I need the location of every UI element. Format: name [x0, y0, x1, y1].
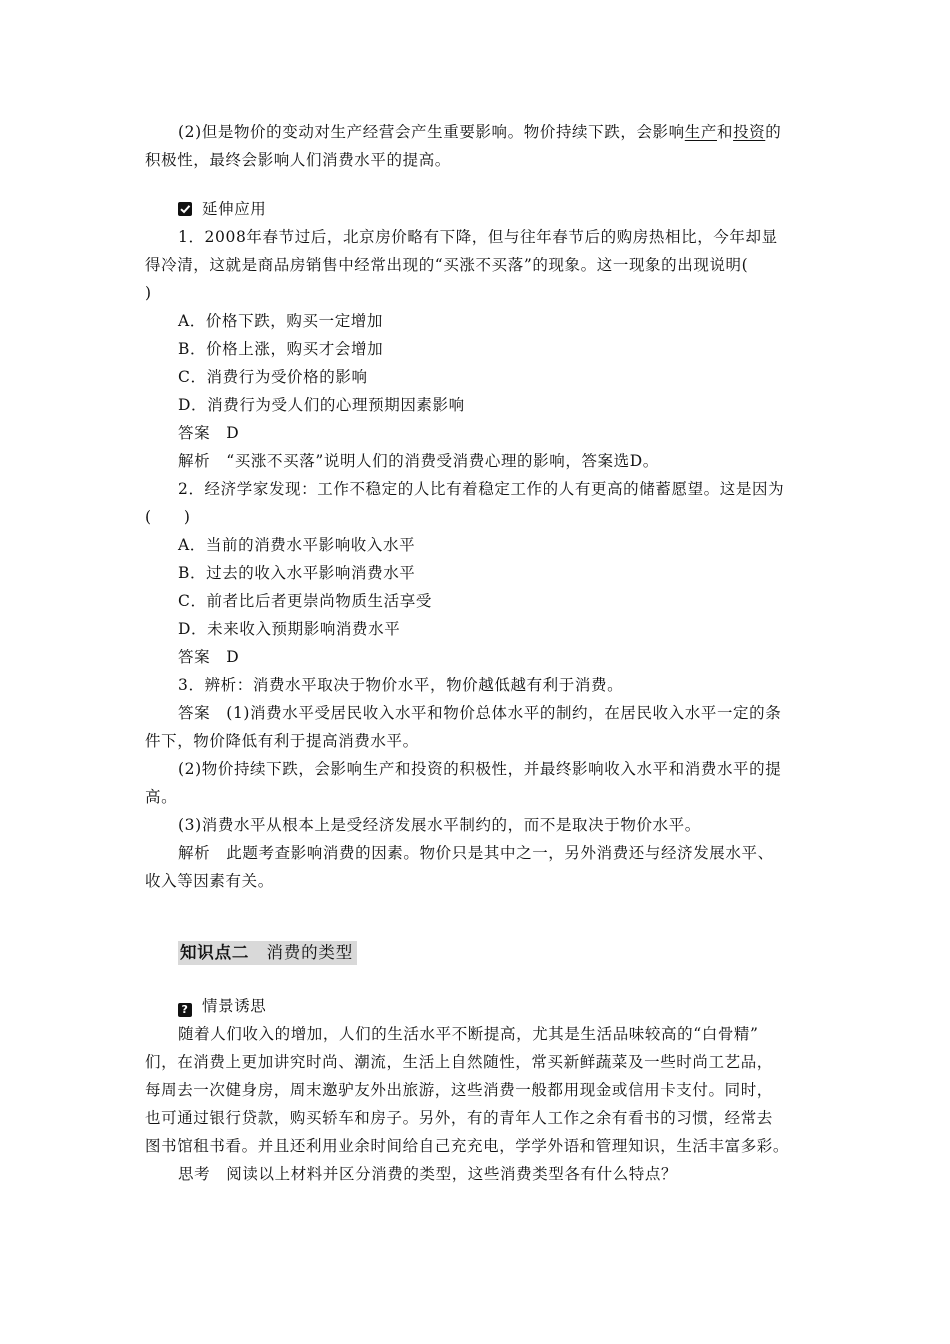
q1-line-1: 1．2008年春节过后，北京房价略有下降，但与往年春节后的购房热相比，今年却显 [178, 228, 778, 246]
intro-paragraph-line-1 [178, 122, 781, 142]
q1-explanation: 解析 “买涨不买落”说明人们的消费受消费心理的影响，答案选D。 [178, 452, 659, 470]
q3-answer-line-5: (3)消费水平从根本上是受经济发展水平制约的，而不是取决于物价水平。 [178, 816, 701, 834]
q2-option-b: B．过去的收入水平影响消费水平 [178, 564, 416, 582]
scene-line-1: 随着人们收入的增加，人们的生活水平不断提高，尤其是生活品味较高的“白骨精” [178, 1025, 759, 1043]
scene-line-5: 图书馆租书看。并且还利用业余时间给自己充充电，学学外语和管理知识，生活丰富多彩。 [145, 1137, 790, 1155]
scene-line-2: 们，在消费上更加讲究时尚、潮流，生活上自然随性，常买新鲜蔬菜及一些时尚工艺品， [145, 1053, 773, 1071]
q2-line-1: 2．经济学家发现：工作不稳定的人比有着稳定工作的人有更高的储蓄愿望。这是因为 [178, 480, 785, 498]
q1-option-c: C．消费行为受价格的影响 [178, 368, 368, 386]
scene-heading [178, 996, 266, 1017]
intro-text-end: 的 [765, 123, 782, 141]
q2-answer: 答案 D [178, 648, 240, 666]
q2-option-d: D．未来收入预期影响消费水平 [178, 620, 401, 638]
q3-answer-line-1: 答案 (1)消费水平受居民收入水平和物价总体水平的制约，在居民收入水平一定的条 [178, 704, 782, 722]
q1-option-b: B．价格上涨，购买才会增加 [178, 340, 384, 358]
extension-heading-label: 延伸应用 [202, 200, 267, 218]
q2-line-2: ( ) [145, 508, 191, 526]
scene-line-3: 每周去一次健身房，周末邀驴友外出旅游，这些消费一般都用现金或信用卡支付。同时， [145, 1081, 773, 1099]
q1-line-2: 得冷清，这就是商品房销售中经常出现的“买涨不买落”的现象。这一现象的出现说明( [145, 256, 749, 274]
checkbox-checked-icon [178, 202, 192, 216]
section-title [178, 941, 357, 965]
q1-option-d: D．消费行为受人们的心理预期因素影响 [178, 396, 465, 414]
intro-text: (2)但是物价的变动对生产经营会产生重要影响。物价持续下跌，会影响 [178, 123, 685, 141]
scene-line-4: 也可通过银行贷款，购买轿车和房子。另外，有的青年人工作之余有看书的习惯，经常去 [145, 1109, 773, 1127]
intro-text-and: 和 [716, 123, 734, 141]
underlined-word-investment: 投资 [733, 123, 766, 141]
q2-option-c: C．前者比后者更崇尚物质生活享受 [178, 592, 432, 610]
q3-answer-line-2: 件下，物价降低有利于提高消费水平。 [145, 732, 419, 750]
q3-explanation-line-2: 收入等因素有关。 [145, 872, 274, 890]
q1-line-3: ) [145, 284, 152, 302]
q3-line-1: 3．辨析：消费水平取决于物价水平，物价越低越有利于消费。 [178, 676, 624, 694]
section-title-bold: 知识点二 [180, 943, 250, 962]
scene-think-question: 思考 阅读以上材料并区分消费的类型，这些消费类型各有什么特点？ [178, 1165, 678, 1183]
underlined-word-production: 生产 [684, 123, 717, 141]
q2-option-a: A．当前的消费水平影响收入水平 [178, 536, 416, 554]
q3-answer-line-4: 高。 [145, 788, 178, 806]
q1-answer: 答案 D [178, 424, 240, 442]
q1-option-a: A．价格下跌，购买一定增加 [178, 312, 383, 330]
q3-answer-line-3: (2)物价持续下跌，会影响生产和投资的积极性，并最终影响收入水平和消费水平的提 [178, 760, 782, 778]
intro-paragraph-line-2: 积极性，最终会影响人们消费水平的提高。 [145, 151, 451, 169]
q3-explanation-line-1: 解析 此题考查影响消费的因素。物价只是其中之一，另外消费还与经济发展水平、 [178, 844, 774, 862]
extension-heading [178, 199, 266, 219]
scene-heading-label: 情景诱思 [202, 997, 267, 1015]
question-mark-icon: ? [178, 1003, 192, 1017]
section-title-rest: 消费的类型 [249, 943, 354, 962]
